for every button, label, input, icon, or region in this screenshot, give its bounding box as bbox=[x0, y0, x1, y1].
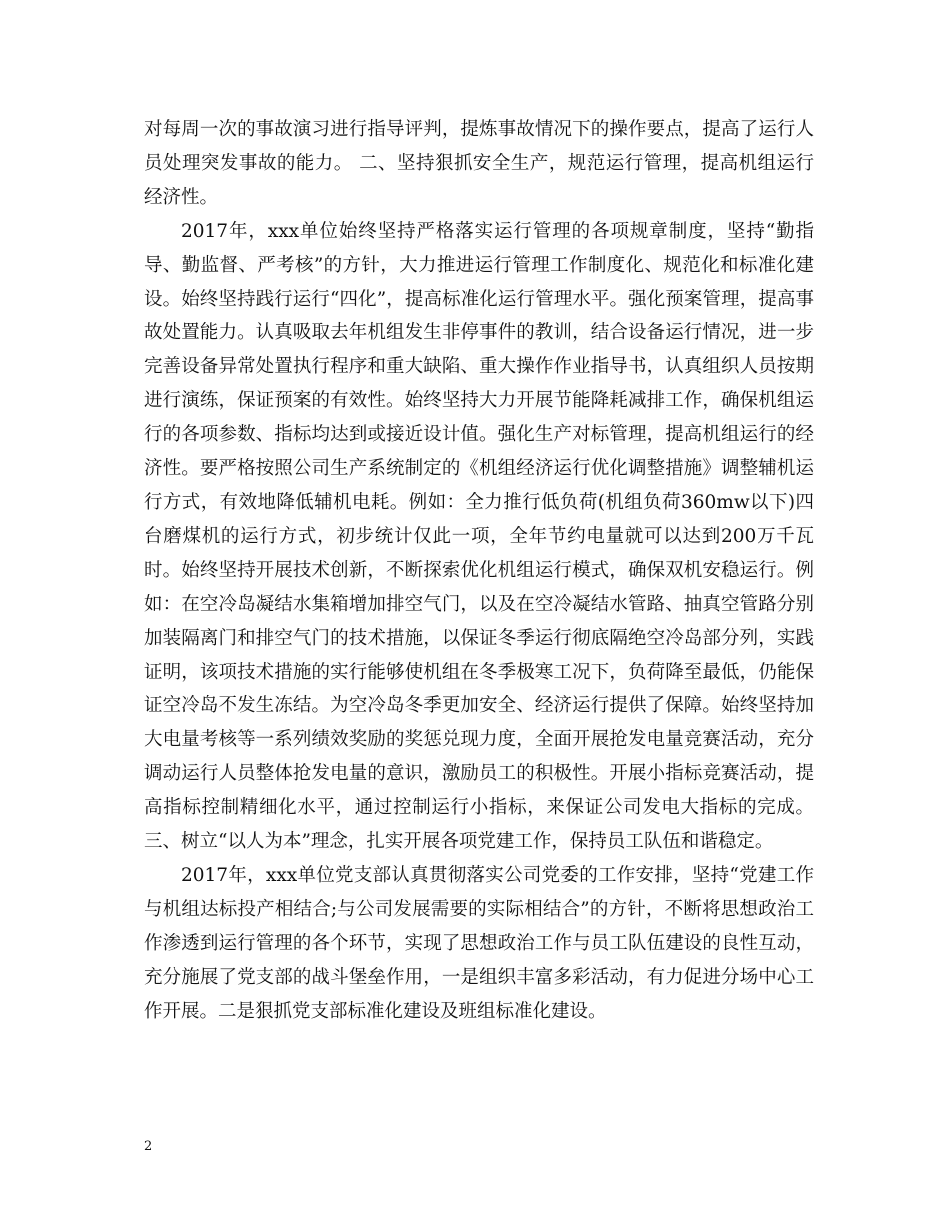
paragraph-3: 2017年，xxx单位党支部认真贯彻落实公司党委的工作安排，坚持“党建工作与机组达标投产相结合;与公司发展需要的实际相结合”的方针，不断将思想政治工作渗透到运行管理的各个环节，实现了思想政治工作与员工队伍建设的良性互动，充分施展了党支部的战斗堡垒作用，一是组织丰富多彩活动，有力促进分场中心工作开展。二是狠抓党支部标准化建设及班组标准化建设。 bbox=[144, 864, 814, 1022]
paragraph-2: 2017年，xxx单位始终坚持严格落实运行管理的各项规章制度，坚持“勤指导、勤监督、严考核”的方针，大力推进运行管理工作制度化、规范化和标准化建设。始终坚持践行运行“四化”，提高标准化运行管理水平。强化预案管理，提高事故处置能力。认真吸取去年机组发生非停事件的教训，结合设备运行情况，进一步完善设备异常处置执行程序和重大缺陷、重大操作作业指导书，认真组织人员按期进行演练，保证预案的有效性。始终坚持大力开展节能降耗减排工作，确保机组运行的各项参数、指标均达到或接近设计值。强化生产对标管理，提高机组运行的经济性。要严格按照公司生产系统制定的《机组经济运行优化调整措施》调整辅机运行方式，有效地降低辅机电耗。例如：全力推行低负荷(机组负荷360mw以下)四台磨煤机的运行方式，初步统计仅此一项，全年节约电量就可以达到200万千瓦时。始终坚持开展技术创新，不断探索优化机组运行模式，确保双机安稳运行。例如：在空冷岛凝结水集箱增加排空气门，以及在空冷凝结水管路、抽真空管路分别加装隔离门和排空气门的技术措施，以保证冬季运行彻底隔绝空冷岛部分列，实践证明，该项技术措施的实行能够使机组在冬季极寒工况下，负荷降至最低，仍能保证空冷岛不发生冻结。为空冷岛冬季更加安全、经济运行提供了保障。始终坚持加大电量考核等一系列绩效奖励的奖惩兑现力度，全面开展抢发电量竞赛活动，充分调动运行人员整体抢发电量的意识，激励员工的积极性。开展小指标竞赛活动，提高指标控制精细化水平，通过控制运行小指标，来保证公司发电大指标的完成。 三、树立“以人为本”理念，扎实开展各项党建工作，保持员工队伍和谐稳定。 bbox=[144, 220, 814, 853]
body-text bbox=[144, 113, 814, 1028]
page-number: 2 bbox=[144, 1139, 153, 1154]
paragraph-1: 对每周一次的事故演习进行指导评判，提炼事故情况下的操作要点，提高了运行人员处理突发事故的能力。 二、坚持狠抓安全生产，规范运行管理，提高机组运行经济性。 bbox=[144, 119, 814, 208]
